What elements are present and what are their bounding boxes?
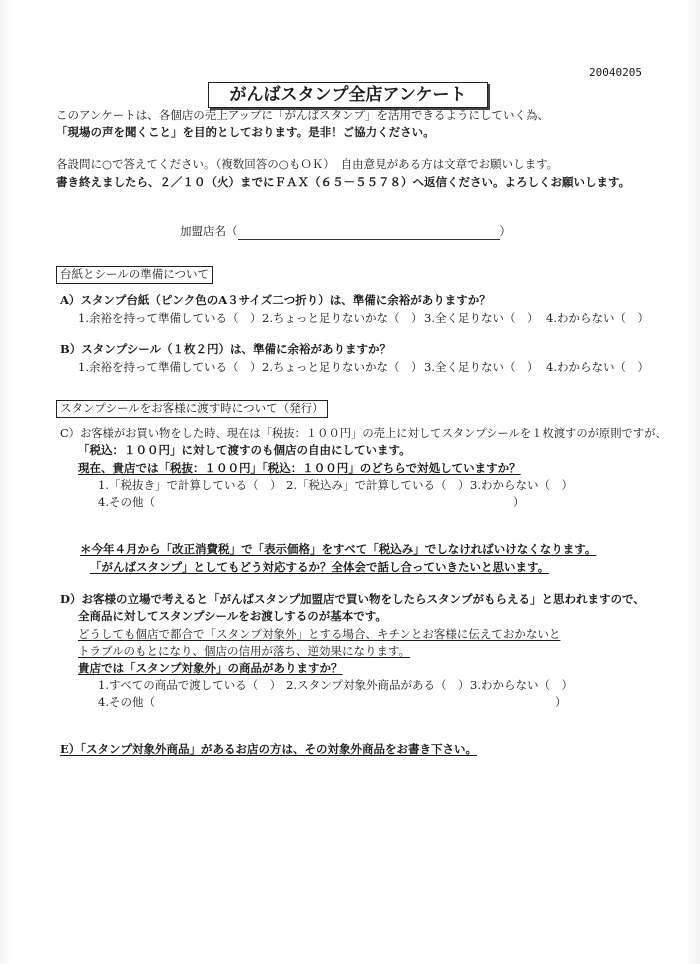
question-a-option-4[interactable]: 4.わからない（ ） [546, 311, 649, 325]
document-date: 20040205 [589, 66, 642, 79]
question-b-option-1[interactable]: 1.余裕を持って準備している（ ） [78, 360, 262, 374]
question-d-line-1: D）お客様の立場で考えると「がんばスタンプ加盟店で買い物をしたらスタンプがもらえる」と思われますので、 [60, 592, 645, 606]
question-a-option-2[interactable]: 2.ちょっと足りないかな（ ） [262, 311, 423, 325]
instruction-line-1: 各設問に○で答えてください。（複数回答の○もＯＫ） 自由意見がある方は文章でお願いします。 [56, 157, 559, 171]
question-c-other-close: ） [512, 495, 525, 509]
question-c-line-1: C）お客様がお買い物をした時、現在は「税抜：１００円」の売上に対してスタンプシールを１枚渡すのが原則ですが、 [60, 427, 667, 440]
question-c-line-3: 現在、貴店では「税抜：１００円」「税込：１００円」のどちらで対処していますか？ [78, 461, 521, 475]
question-d-option-2[interactable]: 2.スタンプ対象外商品がある（ ） [286, 678, 470, 692]
page-title: がんばスタンプ全店アンケート [208, 82, 488, 108]
intro-line-2: 「現場の声を聞くこと」を目的としております。是非！ご協力ください。 [56, 125, 435, 139]
question-c-option-1[interactable]: 1.「税抜き」で計算している（ ） [98, 478, 282, 492]
question-b: B）スタンプシール（１枚２円）は、準備に余裕がありますか？ [60, 342, 392, 356]
question-d-other-close: ） [554, 695, 567, 709]
question-b-option-2[interactable]: 2.ちょっと足りないかな（ ） [262, 360, 423, 374]
question-c-option-other[interactable] [98, 495, 524, 511]
question-d-option-other[interactable] [98, 695, 566, 711]
question-c-other-label: 4.その他（ [98, 495, 155, 509]
question-a-option-3[interactable]: 3.全く足りない（ ） [424, 311, 539, 325]
question-b-option-4[interactable]: 4.わからない（ ） [546, 360, 649, 374]
section-heading-issuance: スタンプシールをお客様に渡す時について（発行） [56, 400, 328, 418]
question-d-other-label: 4.その他（ [98, 695, 155, 709]
question-d-option-3[interactable]: 3.わからない（ ） [470, 678, 573, 692]
store-name-blank[interactable] [238, 227, 500, 240]
store-name-field[interactable] [180, 224, 511, 240]
question-b-option-3[interactable]: 3.全く足りない（ ） [424, 360, 539, 374]
question-d-option-1[interactable]: 1.すべての商品で渡している（ ） [98, 678, 282, 692]
store-name-close: ） [499, 224, 511, 238]
question-a: A）スタンプ台紙（ピンク色のA３サイズ二つ折り）は、準備に余裕がありますか？ [60, 293, 491, 307]
question-c-option-2[interactable]: 2.「税込み」で計算している（ ） [286, 478, 470, 492]
question-a-option-1[interactable]: 1.余裕を持って準備している（ ） [78, 311, 262, 325]
notice-line-1: ＊今年４月から「改正消費税」で「表示価格」をすべて「税込み」でしなければいけなくなります。 [80, 542, 597, 556]
question-c-option-3[interactable]: 3.わからない（ ） [470, 478, 573, 492]
question-e: E）「スタンプ対象外商品」があるお店の方は、その対象外商品をお書き下さい。 [60, 742, 478, 756]
question-d-line-4: トラブルのもとになり、個店の信用が落ち、逆効果になります。 [78, 644, 411, 658]
notice-line-2: 「がんばスタンプ」としてもどう対応するか？全体会で話し合っていきたいと思います。 [90, 560, 550, 574]
question-d-line-3: どうしても個店で都合で「スタンプ対象外」とする場合、キチンとお客様に伝えておかないと [78, 627, 561, 641]
store-name-label: 加盟店名（ [180, 224, 238, 238]
question-c-line-2: 「税込：１００円」に対して渡すのも個店の自由にしています。 [78, 443, 411, 457]
instruction-line-2: 書き終えましたら、２／１０（火）までにＦＡＸ（６５－５５７８）へ返信ください。よろしくお願いします。 [56, 175, 631, 189]
question-d-line-5: 貴店では「スタンプ対象外」の商品がありますか？ [78, 661, 343, 675]
question-e-answer-area[interactable] [60, 766, 640, 936]
intro-line-1: このアンケートは、各個店の売上アップに「がんばスタンプ」を活用できるようにしていく為、 [56, 108, 549, 122]
section-heading-preparation: 台紙とシールの準備について [56, 266, 213, 284]
question-d-line-2: 全商品に対してスタンプシールをお渡しするのが基本です。 [78, 609, 387, 623]
